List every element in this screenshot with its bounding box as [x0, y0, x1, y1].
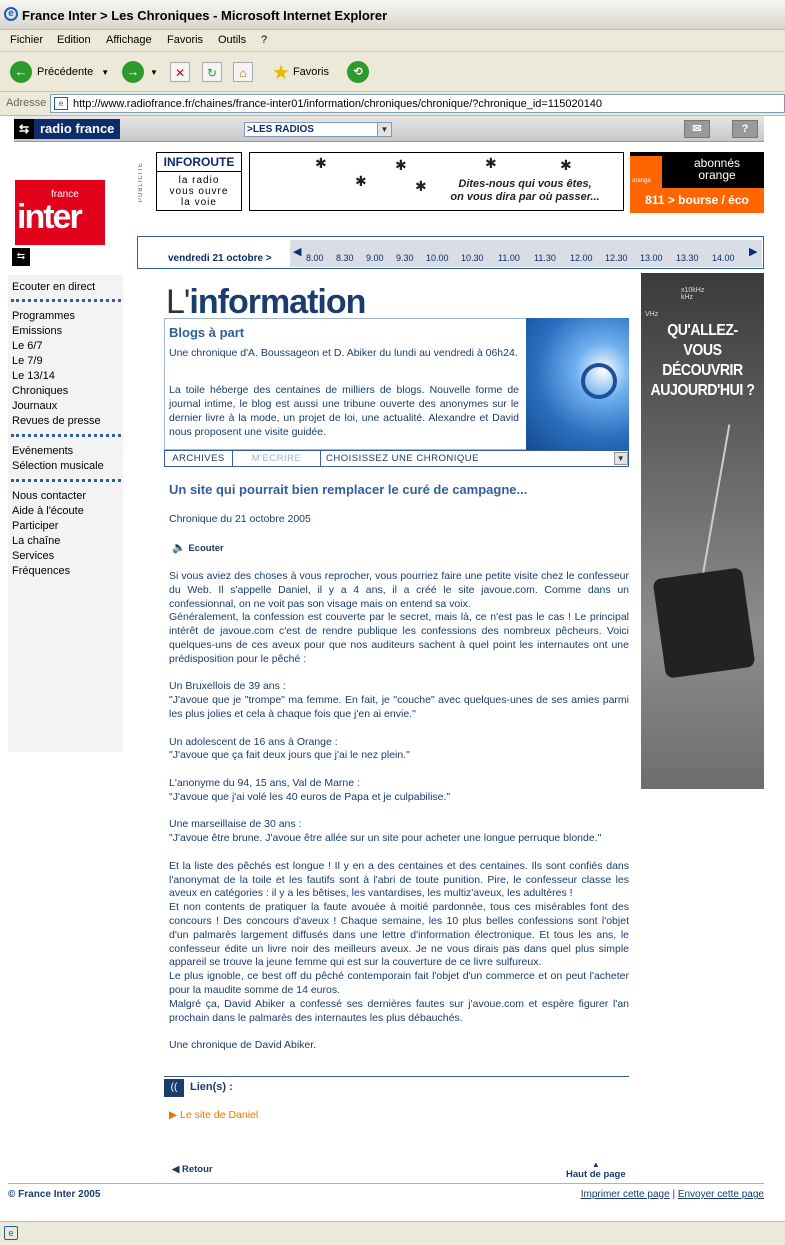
home-icon: ⌂ [233, 62, 253, 82]
inforoute-title: INFOROUTE [157, 153, 241, 172]
inforoute-ad[interactable] [138, 152, 242, 211]
article-paragraph: Le plus ignoble, ce best off du pêché contemporain fait l'objet d'un commerce et on peut l'acheter pour la maudite somme de 14 euros. [169, 970, 629, 996]
time-slot[interactable]: 8.30 [336, 253, 354, 263]
section-title-main: information [189, 283, 366, 321]
back-link[interactable] [172, 1164, 213, 1175]
page-icon: e [54, 97, 68, 110]
nav-item-services[interactable]: Services [12, 550, 55, 562]
history-icon: ⟲ [347, 61, 369, 83]
chevron-down-icon: ▼ [150, 67, 158, 77]
article-paragraph: Et non contents de pratiquer la faute avouée à moitié pardonnée, tous ces misérables font des concours ! Des concours d'aveux ! Chaque semaine, les 10 plus belles confessions sont l'objet d'un palmarès largement diffusés dans une lettre d'information électronique. Et tous les ans, le confesseur édite un livre noir des meilleurs aveux. Je ne vous dirais pas dans quel plus simple appareil se trouve la jeune femme qui est sur la couverture de ce livre sulfureux. [169, 901, 629, 969]
nav-item-participer[interactable]: Participer [12, 520, 59, 532]
menu-bar [0, 30, 785, 52]
nav-item-emissions[interactable]: Emissions [12, 325, 63, 337]
nav-divider [11, 434, 121, 437]
favorites-label: Favoris [292, 66, 329, 78]
links-icon: (( [164, 1079, 184, 1097]
status-bar [0, 1221, 785, 1245]
links-title: Lien(s) : [190, 1081, 233, 1093]
confession-quote: "J'avoue être brune. J'avoue être allée sur un site pour acheter une longue perruque blonde." [169, 832, 602, 845]
radiofrance-logo[interactable] [14, 119, 134, 139]
address-url: http://www.radiofrance.fr/chaines/france-inter01/information/chroniques/chronique/?chronique_id=115020140 [73, 98, 603, 110]
side-ad-line: DÉCOUVRIR [662, 362, 743, 379]
ants-ad-line: Dites-nous qui vous êtes, [458, 178, 592, 190]
nav-item-programmes[interactable]: Programmes [12, 310, 75, 322]
radio-graphic [652, 567, 755, 679]
radios-select-value: >LES RADIOS [247, 124, 314, 135]
time-slot[interactable]: 12.00 [570, 253, 593, 263]
print-page-link[interactable]: Imprimer cette page [580, 1189, 670, 1200]
stop-icon: ✕ [170, 62, 190, 82]
inforoute-line: la voie [181, 197, 217, 208]
time-slot[interactable]: 9.00 [366, 253, 384, 263]
nav-item-chroniques[interactable]: Chroniques [12, 385, 69, 397]
section-title [166, 283, 365, 322]
confession-quote: "J'avoue que ça fait deux jours que j'ai le nez plein." [169, 749, 410, 762]
links-section [164, 1076, 629, 1098]
ad-vhz-label: VHz [645, 311, 659, 318]
nav-divider [11, 299, 121, 302]
chronique-select[interactable] [321, 451, 629, 466]
blog-title: Blogs à part [169, 325, 245, 340]
chevron-down-icon: ▼ [101, 67, 110, 77]
stop-button[interactable] [170, 60, 190, 84]
orange-ad[interactable] [630, 152, 764, 213]
help-icon[interactable]: ? [732, 120, 758, 138]
ant-icon: ✱ [485, 155, 497, 171]
time-slot[interactable]: 10.00 [426, 253, 449, 263]
bullet-arrow-icon: ▶ [169, 1109, 178, 1121]
back-arrow-icon: ← [10, 61, 32, 83]
time-slot[interactable]: 9.30 [396, 253, 414, 263]
window-titlebar [0, 0, 785, 30]
ad-sub-line: x10kHz [681, 287, 705, 294]
nav-item-ecouter-direct[interactable]: Ecouter en direct [12, 281, 96, 293]
window-title: France Inter > Les Chroniques - Microsoft Internet Explorer [22, 8, 388, 23]
brand-small: france [51, 189, 79, 200]
side-ad-line: QU'ALLEZ-VOUS [667, 322, 738, 359]
ad-sub-line: kHz [681, 294, 694, 301]
address-label: Adresse [6, 97, 47, 109]
ants-ad-line: on vous dira par où passer... [450, 191, 600, 203]
refresh-button[interactable] [202, 60, 222, 84]
ant-icon: ✱ [315, 155, 327, 171]
favorites-button[interactable] [272, 60, 329, 84]
nav-item-journaux[interactable]: Journaux [12, 400, 58, 412]
ant-icon: ✱ [395, 157, 407, 173]
france-inter-logo-block [15, 180, 105, 245]
inforoute-line: vous ouvre [169, 186, 229, 197]
confession-author: Une marseillaise de 30 ans : [169, 818, 302, 831]
address-input[interactable] [50, 94, 785, 113]
tab-archives[interactable]: ARCHIVES [165, 451, 233, 466]
page-status-icon: e [4, 1226, 18, 1240]
inforoute-box [156, 152, 242, 211]
brand-big: inter [17, 198, 81, 236]
up-arrow-icon: ▲ [591, 1160, 600, 1169]
browser-toolbar [0, 52, 785, 92]
article-body [169, 570, 629, 1053]
prev-arrow-icon[interactable]: ◀ [293, 246, 302, 258]
radiofrance-logo-icon: ⇆ [14, 119, 34, 139]
ie-icon: e [4, 7, 18, 21]
nav-item-le-13-14[interactable]: Le 13/14 [12, 370, 55, 382]
orange-ad-top [630, 152, 764, 188]
tab-ecrire[interactable]: M'ECRIRE [233, 451, 321, 466]
article-paragraph: Si vous aviez des choses à vous reprocher, vous pourriez faire une petite visite chez le confesseur du Web. Il s'appelle Daniel, il y a 4 ans, il a créé le site javoue.com. Comme dans un confessionnal, on ne voit pas son visage mais on entend sa voix. [169, 570, 629, 610]
article-paragraph: Généralement, la confession est couverte par le secret, mais là, ce n'est pas le cas ! Le principal intérêt de javoue.com c'est de rendre publique les confessions des nombreux pêcheurs. Voici quelques-uns de ces aveux pour que nos auditeurs sachent à quel point les internautes ont une prédisposition pour le pêché : [169, 611, 629, 665]
section-title-prefix: L' [166, 283, 190, 321]
orange-ad-line: orange [698, 168, 736, 182]
orange-ad-line: abonnés [693, 156, 741, 170]
top-of-page-link[interactable] [566, 1160, 626, 1180]
nav-item-selection-musicale[interactable]: Sélection musicale [12, 460, 104, 472]
time-slot[interactable]: 12.30 [605, 253, 628, 263]
page-footer [8, 1183, 764, 1203]
time-slot[interactable]: 11.30 [534, 253, 556, 263]
schedule-date[interactable]: vendredi 21 octobre > [168, 253, 272, 264]
radiofrance-bar [14, 116, 764, 142]
menu-outils[interactable]: Outils [218, 34, 247, 46]
left-arrow-icon: ◀ [172, 1164, 180, 1175]
article-paragraph: Malgré ça, David Abiker a confessé ses dernières fautes sur j'avoue.com et espère figurer l'an prochain dans le palmarès des internautes les plus débauchés. [169, 997, 629, 1024]
article-signature: Une chronique de David Abiker. [169, 1039, 317, 1052]
nav-item-la-chaine[interactable]: La chaîne [12, 535, 61, 547]
next-arrow-icon[interactable]: ▶ [749, 246, 758, 258]
listen-label: Ecouter [188, 543, 224, 554]
time-slot[interactable]: 10.30 [461, 253, 484, 263]
radiofrance-mini-icon: ⇆ [12, 248, 30, 266]
inforoute-line: la radio [178, 175, 220, 186]
side-ad-line: AUJOURD'HUI ? [650, 382, 755, 399]
star-icon: ★ [272, 61, 290, 84]
back-link-label: Retour [181, 1164, 213, 1175]
back-button[interactable] [10, 60, 109, 84]
chronique-tabs [164, 450, 629, 467]
nav-item-le-7-9[interactable]: Le 7/9 [12, 355, 43, 367]
orange-logo: orange [630, 156, 662, 188]
menu-favoris[interactable]: Favoris [167, 34, 204, 46]
blog-intro: Une chronique d'A. Boussageon et D. Abiker du lundi au vendredi à 06h24. [169, 347, 518, 359]
blog-description: La toile héberge des centaines de milliers de blogs. Nouvelle forme de journal intime, le blog est aussi une tribune ouverte des anonymes sur le dernier livre à la mode, un projet de loi, une actualité. Alexandre et David nous proposent une visite guidée. [169, 384, 519, 438]
schedule-times [290, 240, 762, 267]
ant-icon: ✱ [415, 178, 427, 194]
confession-author: L'anonyme du 94, 15 ans, Val de Marne : [169, 776, 360, 789]
top-of-page-label: Haut de page [566, 1169, 626, 1180]
left-nav [8, 275, 123, 752]
nav-divider [11, 479, 121, 482]
article-title: Un site qui pourrait bien remplacer le curé de campagne... [169, 482, 528, 497]
forward-arrow-icon: → [122, 61, 144, 83]
history-button[interactable] [347, 60, 369, 84]
nav-item-frequences[interactable]: Fréquences [12, 565, 71, 577]
home-button[interactable] [233, 60, 253, 84]
article-paragraph: Et la liste des pêchés est longue ! Il y en a des centaines et des centaines. Ils sont confiés dans l'anonymat de la toile et les fautifs sont à l'abri de toute punition. Pire, le confesseur classe les aveux en catégories : il y a les bêtises, les vantardises, les multiz'aveux, les adultères ! [169, 859, 629, 900]
menu-fichier[interactable]: Fichier [10, 34, 44, 46]
listen-button[interactable] [172, 541, 224, 554]
ant-icon: ✱ [355, 173, 367, 189]
copyright: © France Inter 2005 [8, 1189, 101, 1200]
chevron-down-icon: ▼ [614, 452, 628, 465]
chronique-select-value: CHOISISSEZ UNE CHRONIQUE [326, 453, 479, 464]
confession-quote: "J'avoue que j'ai volé les 40 euros de Papa et je culpabilise." [169, 790, 451, 803]
chevron-down-icon: ▼ [377, 123, 391, 136]
radios-select[interactable] [244, 122, 392, 137]
footer-separator: | [672, 1189, 676, 1200]
waves-icon [581, 363, 617, 399]
ad-frequency-label [681, 287, 704, 301]
nav-item-aide-ecoute[interactable]: Aide à l'écoute [12, 505, 84, 517]
link-site-daniel[interactable] [169, 1109, 258, 1121]
menu-help[interactable]: ? [261, 34, 268, 46]
nav-item-le-6-7[interactable]: Le 6/7 [12, 340, 43, 352]
link-label: Le site de Daniel [180, 1109, 259, 1121]
ant-icon: ✱ [560, 157, 572, 173]
nav-item-revues-presse[interactable]: Revues de presse [12, 415, 101, 427]
confession-quote: "J'avoue que je "trompe" ma femme. En fait, je "couche" avec quelques-unes de ses amies parmi les plus jolies et cela à chaque fois que j'en ai envie." [169, 694, 629, 720]
pub-label: PUBLICITE [138, 162, 144, 203]
confession-author: Un adolescent de 16 ans à Orange : [169, 735, 338, 748]
schedule-bar [137, 236, 764, 269]
time-slot[interactable]: 8.00 [306, 253, 324, 263]
address-bar [0, 92, 785, 116]
nav-item-evenements[interactable]: Evénements [12, 445, 74, 457]
menu-affichage[interactable]: Affichage [106, 34, 152, 46]
article-date: Chronique du 21 octobre 2005 [169, 513, 311, 525]
side-banner-ad[interactable] [641, 273, 764, 789]
forward-button[interactable] [122, 60, 158, 84]
time-slot[interactable]: 13.30 [676, 253, 699, 263]
orange-ad-cta: 811 > bourse / éco [630, 188, 764, 213]
blog-waves-image [526, 318, 629, 450]
menu-edition[interactable]: Edition [57, 34, 91, 46]
mail-icon[interactable]: ✉ [684, 120, 710, 138]
time-slot[interactable]: 11.00 [498, 253, 520, 263]
france-inter-logo[interactable] [8, 155, 123, 271]
send-page-link[interactable]: Envoyer cette page [677, 1189, 764, 1200]
radiofrance-logo-text: radio france [34, 119, 120, 139]
refresh-icon: ↻ [202, 62, 222, 82]
side-ad-headline [648, 321, 756, 401]
back-label: Précédente [37, 66, 94, 78]
speaker-icon: 🔈 [172, 542, 186, 554]
ants-ad[interactable] [249, 152, 624, 211]
time-slot[interactable]: 13.00 [640, 253, 663, 263]
confession-author: Un Bruxellois de 39 ans : [169, 680, 286, 693]
nav-item-nous-contacter[interactable]: Nous contacter [12, 490, 86, 502]
time-slot[interactable]: 14.00 [712, 253, 735, 263]
